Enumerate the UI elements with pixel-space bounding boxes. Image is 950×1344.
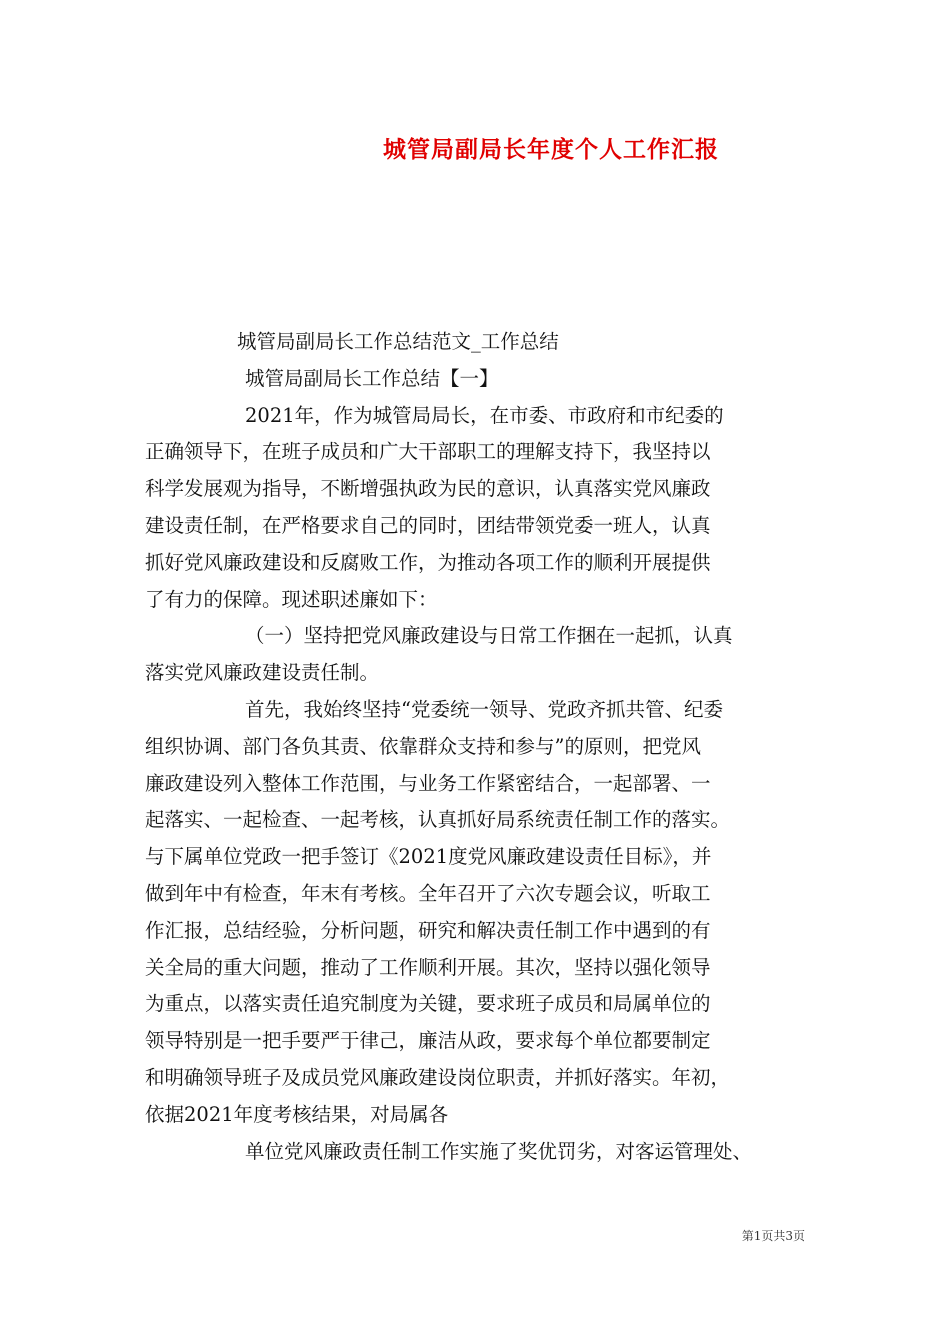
text-line: 与下属单位党政一把手签订《2021度党风廉政建设责任目标》，并 (145, 845, 712, 869)
text-line: 起落实、一起检查、一起考核，认真抓好局系统责任制工作的落实。 (145, 808, 731, 832)
text-line: 了有力的保障。现述职述廉如下： (145, 587, 438, 611)
text-line: 落实党风廉政建设责任制。 (145, 661, 380, 685)
text-line: 领导特别是一把手要严于律己，廉洁从政，要求每个单位都要制定 (145, 1029, 711, 1053)
text-line: 科学发展观为指导，不断增强执政为民的意识，认真落实党风廉政 (145, 477, 711, 501)
text-line: 和明确领导班子及成员党风廉政建设岗位职责，并抓好落实。年初， (145, 1065, 731, 1089)
text-line: （一）坚持把党风廉政建设与日常工作捆在一起抓，认真 (245, 624, 733, 648)
text-line: 城管局副局长工作总结【一】 (245, 366, 499, 390)
text-line: 单位党风廉政责任制工作实施了奖优罚劣，对客运管理处、 (245, 1139, 753, 1163)
text-line: 做到年中有检查，年末有考核。全年召开了六次专题会议，听取工 (145, 881, 711, 905)
text-line: 2021年，作为城管局局长，在市委、市政府和市纪委的 (245, 403, 724, 427)
text-line: 依据2021年度考核结果，对局属各 (145, 1102, 449, 1126)
text-line: 正确领导下，在班子成员和广大干部职工的理解支持下，我坚持以 (145, 440, 711, 464)
text-line: 抓好党风廉政建设和反腐败工作，为推动各项工作的顺利开展提供 (145, 550, 711, 574)
text-line: 为重点，以落实责任追究制度为关键，要求班子成员和局属单位的 (145, 992, 711, 1016)
document-body (145, 324, 815, 1170)
document-title: 城管局副局长年度个人工作汇报 (383, 136, 719, 163)
text-line: 组织协调、部门各负其责、依靠群众支持和参与”的原则，把党风 (145, 734, 701, 758)
text-line: 作汇报，总结经验，分析问题，研究和解决责任制工作中遇到的有 (145, 918, 711, 942)
page-number: 第1页共3页 (741, 1229, 805, 1243)
text-line: 廉政建设列入整体工作范围，与业务工作紧密结合，一起部署、一 (145, 771, 711, 795)
text-line: 建设责任制，在严格要求自己的同时，团结带领党委一班人，认真 (145, 513, 711, 537)
text-line: 关全局的重大问题，推动了工作顺利开展。其次，坚持以强化领导 (145, 955, 711, 979)
text-line: 城管局副局长工作总结范文_工作总结 (237, 330, 559, 353)
text-line: 首先，我始终坚持“党委统一领导、党政齐抓共管、纪委 (245, 697, 723, 721)
